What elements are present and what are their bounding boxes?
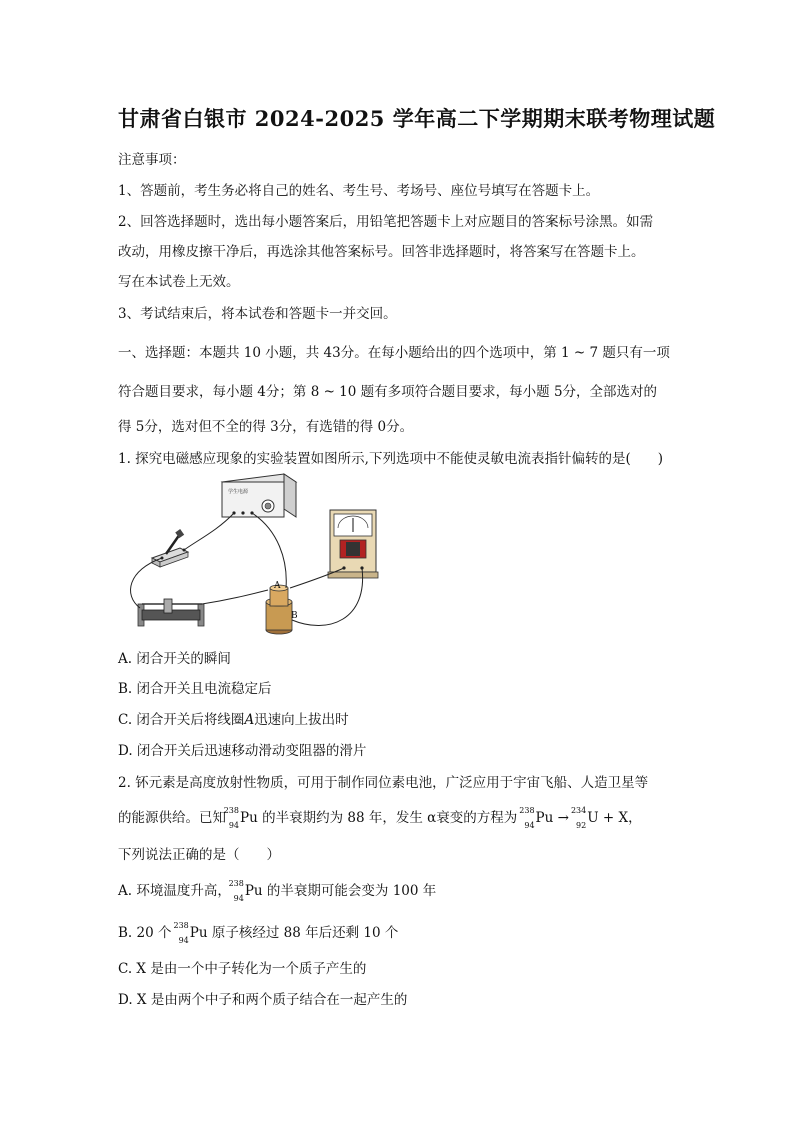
question-1-option-c bbox=[118, 708, 349, 728]
question-text: 的能源供给。已知 bbox=[118, 810, 226, 826]
question-text: ， bbox=[628, 810, 642, 826]
notice-heading: 注意事项： bbox=[118, 152, 186, 168]
pu-isotope bbox=[519, 806, 536, 830]
option-text: C. 闭合开关后将线圈 bbox=[118, 712, 245, 728]
question-range: 8 ~ 10 bbox=[310, 384, 357, 400]
question-2-option-d: D. X 是由两个中子和两个质子结合在一起产生的 bbox=[118, 992, 408, 1008]
element-symbol: Pu bbox=[189, 925, 208, 941]
element-symbol: Pu bbox=[244, 883, 263, 899]
knife-switch bbox=[152, 529, 188, 567]
option-text: 的半衰期可能会变为 100 年 bbox=[266, 883, 437, 899]
question-1-option-a: A. 闭合开关的瞬间 bbox=[118, 651, 231, 667]
atomic-number: 94 bbox=[524, 821, 535, 830]
section-1-text: 题只有一项 bbox=[602, 345, 670, 361]
question-2-line-3: 下列说法正确的是（ ） bbox=[118, 847, 280, 863]
power-supply bbox=[222, 474, 296, 517]
coil-b-label: B bbox=[291, 611, 298, 621]
section-1-text: 符合题目要求，每小题 4分；第 bbox=[118, 384, 307, 400]
mass-number: 238 bbox=[223, 806, 239, 815]
page-title: 甘肃省白银市 2024-2025 学年高二下学期期末联考物理试题 bbox=[118, 106, 716, 131]
section-1-line-2 bbox=[118, 380, 657, 400]
notice-item-1: 1、答题前，考生务必将自己的姓名、考生号、考场号、座位号填写在答题卡上。 bbox=[118, 183, 600, 199]
power-supply-label: 学生电源 bbox=[228, 489, 249, 495]
coil-a-label: A bbox=[274, 581, 281, 591]
option-text: 迅速向上拔出时 bbox=[254, 712, 349, 728]
product-x: + X bbox=[602, 810, 629, 826]
element-symbol: U bbox=[587, 810, 599, 826]
mass-number: 234 bbox=[570, 806, 587, 815]
coil-pair bbox=[266, 581, 298, 634]
notice-item-3: 3、考试结束后，将本试卷和答题卡一并交回。 bbox=[118, 306, 397, 322]
question-1-option-d: D. 闭合开关后迅速移动滑动变阻器的滑片 bbox=[118, 743, 367, 759]
question-2-line-1: 2. 钚元素是高度放射性物质，可用于制作同位素电池，广泛应用于宇宙飞船、人造卫星等 bbox=[118, 775, 649, 791]
pu-isotope bbox=[223, 806, 240, 830]
galvanometer bbox=[328, 510, 378, 578]
variable-a: A bbox=[244, 712, 255, 728]
pu-isotope bbox=[173, 921, 190, 945]
element-symbol: Pu bbox=[535, 810, 554, 826]
notice-item-2-line-1: 2、回答选择题时，选出每小题答案后，用铅笔把答题卡上对应题目的答案标号涂黑。如需 bbox=[118, 214, 654, 230]
mass-number: 238 bbox=[519, 806, 535, 815]
electromagnetic-induction-apparatus bbox=[118, 470, 383, 635]
atomic-number: 92 bbox=[576, 821, 587, 830]
section-1-text: 一、选择题：本题共 10 小题，共 43分。在每小题给出的四个选项中，第 bbox=[118, 345, 557, 361]
notice-item-2-line-2: 改动，用橡皮擦干净后，再选涂其他答案标号。回答非选择题时，将答案写在答题卡上。 bbox=[118, 244, 645, 260]
option-text: B. 20 个 bbox=[118, 925, 172, 941]
atomic-number: 94 bbox=[228, 821, 239, 830]
mass-number: 238 bbox=[228, 879, 244, 888]
pu-isotope bbox=[228, 879, 245, 903]
option-text: A. 环境温度升高， bbox=[118, 883, 231, 899]
mass-number: 238 bbox=[173, 921, 189, 930]
question-2-option-a bbox=[118, 879, 437, 903]
element-symbol: Pu bbox=[240, 810, 258, 826]
atomic-number: 94 bbox=[233, 894, 244, 903]
u-isotope bbox=[570, 806, 587, 830]
question-text: 的半衰期约为 88 年，发生 α衰变的方程为 bbox=[262, 810, 518, 826]
question-2-line-2 bbox=[118, 806, 642, 830]
question-2-option-c: C. X 是由一个中子转化为一个质子产生的 bbox=[118, 961, 367, 977]
question-2-option-b bbox=[118, 921, 399, 945]
question-1-option-b: B. 闭合开关且电流稳定后 bbox=[118, 681, 272, 697]
option-text: 原子核经过 88 年后还剩 10 个 bbox=[211, 925, 399, 941]
notice-item-2-line-3: 写在本试卷上无效。 bbox=[118, 274, 240, 290]
question-1-stem: 1. 探究电磁感应现象的实验装置如图所示,下列选项中不能使灵敏电流表指针偏转的是( ) bbox=[118, 451, 663, 467]
reaction-arrow: → bbox=[557, 810, 569, 826]
sliding-rheostat bbox=[138, 599, 204, 626]
section-1-text: 题有多项符合题目要求，每小题 5分，全部选对的 bbox=[360, 384, 658, 400]
section-1-line-1 bbox=[118, 341, 670, 361]
atomic-number: 94 bbox=[178, 936, 189, 945]
question-range: 1 ~ 7 bbox=[561, 345, 599, 361]
section-1-line-3: 得 5分，选对但不全的得 3分，有选错的得 0分。 bbox=[118, 419, 414, 435]
